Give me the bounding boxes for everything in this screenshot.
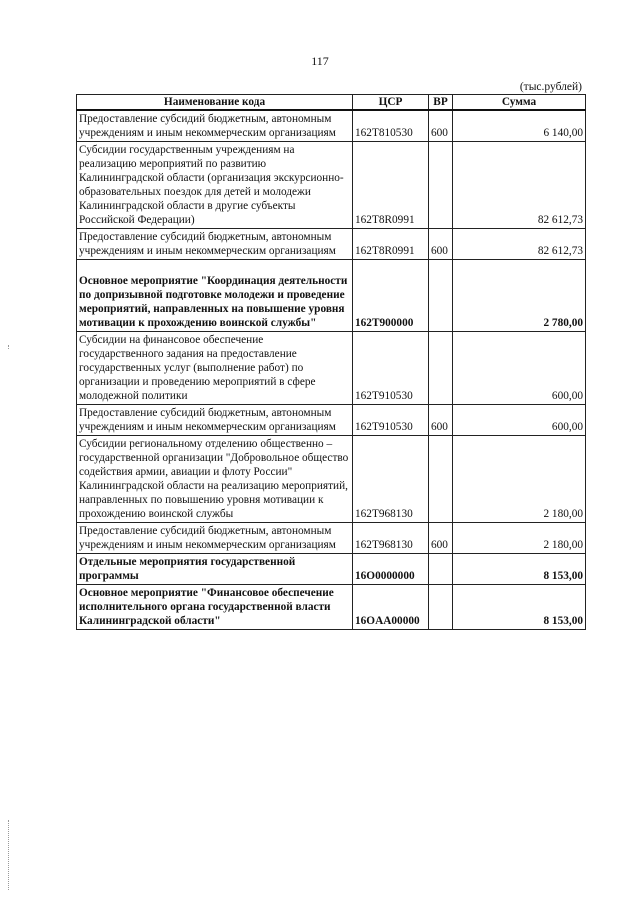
row-vr: 600: [429, 523, 453, 554]
row-name: Субсидии государственным учреждениям на реализацию мероприятий по развитию Калининградской области (организация экскурсионно-образовательных поездок для детей и молодежи Калининградской области в другие субъекты Российской Федерации): [77, 142, 353, 229]
row-csr: 16O0000000: [353, 554, 429, 585]
header-sum: Сумма: [453, 95, 586, 111]
row-sum: 8 153,00: [453, 554, 586, 585]
row-sum: 600,00: [453, 405, 586, 436]
row-sum: 2 180,00: [453, 523, 586, 554]
table-row: [77, 110, 586, 142]
row-vr: [429, 554, 453, 585]
row-csr: 162T968130: [353, 523, 429, 554]
table-row: [77, 229, 586, 260]
row-vr: [429, 260, 453, 332]
table-row: [77, 554, 586, 585]
table-row: [77, 523, 586, 554]
header-csr: ЦСР: [353, 95, 429, 111]
row-sum: 6 140,00: [453, 110, 586, 142]
table-row: [77, 436, 586, 523]
row-name: Предоставление субсидий бюджетным, автономным учреждениям и иным некоммерческим организациям: [77, 229, 353, 260]
table-row: [77, 585, 586, 630]
row-vr: [429, 332, 453, 405]
units-label: (тыс.рублей): [519, 81, 582, 93]
row-sum: 82 612,73: [453, 142, 586, 229]
table-row: [77, 142, 586, 229]
row-vr: [429, 585, 453, 630]
row-name: Субсидии на финансовое обеспечение государственного задания на предоставление государственных услуг (выполнение работ) по организации и проведению мероприятий в сфере молодежной политики: [77, 332, 353, 405]
margin-mark: [8, 345, 13, 349]
row-vr: [429, 436, 453, 523]
page-number: 117: [311, 54, 329, 68]
row-name: Предоставление субсидий бюджетным, автономным учреждениям и иным некоммерческим организациям: [77, 110, 353, 142]
row-sum: 2 180,00: [453, 436, 586, 523]
margin-mark: [8, 820, 13, 890]
row-csr: 162T968130: [353, 436, 429, 523]
budget-table: [76, 94, 586, 630]
row-sum: 600,00: [453, 332, 586, 405]
row-sum: 2 780,00: [453, 260, 586, 332]
row-csr: 162T900000: [353, 260, 429, 332]
table-row: [77, 260, 586, 332]
header-vr: ВР: [429, 95, 453, 111]
row-csr: 16OAA00000: [353, 585, 429, 630]
table-header-row: [77, 95, 586, 111]
row-vr: 600: [429, 405, 453, 436]
row-name: Основное мероприятие "Финансовое обеспечение исполнительного органа государственной власти Калининградской области": [77, 585, 353, 630]
row-csr: 162T810530: [353, 110, 429, 142]
header-name: Наименование кода: [77, 95, 353, 111]
row-name: Основное мероприятие "Координация деятельности по допризывной подготовке молодежи и проведение мероприятий, направленных на повышение уровня мотивации к прохождению воинской службы": [77, 260, 353, 332]
row-vr: [429, 142, 453, 229]
row-sum: 8 153,00: [453, 585, 586, 630]
row-csr: 162T8R0991: [353, 229, 429, 260]
row-vr: 600: [429, 229, 453, 260]
row-name: Отдельные мероприятия государственной программы: [77, 554, 353, 585]
row-csr: 162T910530: [353, 332, 429, 405]
table-row: [77, 332, 586, 405]
table-row: [77, 405, 586, 436]
row-csr: 162T8R0991: [353, 142, 429, 229]
row-name: Предоставление субсидий бюджетным, автономным учреждениям и иным некоммерческим организациям: [77, 405, 353, 436]
row-name: Предоставление субсидий бюджетным, автономным учреждениям и иным некоммерческим организациям: [77, 523, 353, 554]
row-csr: 162T910530: [353, 405, 429, 436]
row-name: Субсидии региональному отделению общественно – государственной организации "Добровольное общество содействия армии, авиации и флоту России" Калининградской области на реализацию мероприятий, направленных по повышению уровня мотивации к прохождению воинской службы: [77, 436, 353, 523]
row-sum: 82 612,73: [453, 229, 586, 260]
row-vr: 600: [429, 110, 453, 142]
